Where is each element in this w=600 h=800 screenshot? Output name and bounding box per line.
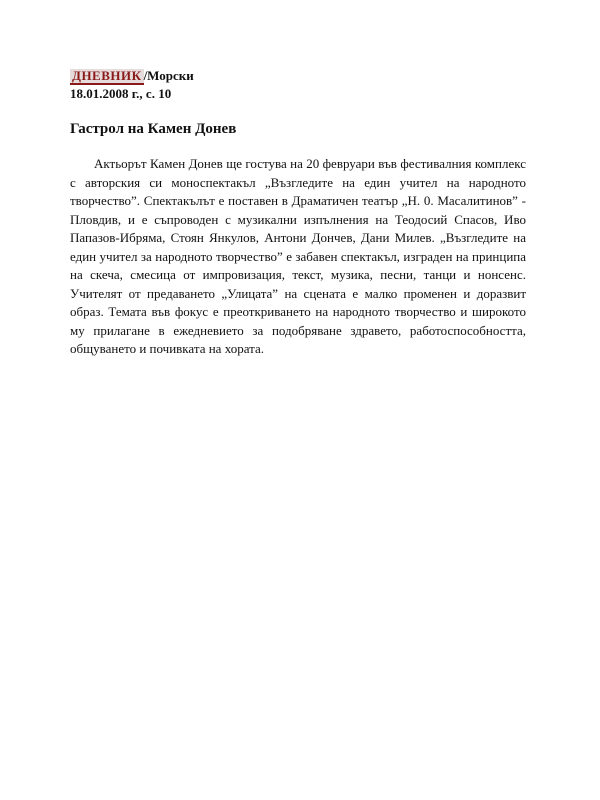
source-line: [70, 68, 194, 85]
newspaper-logo: ДНЕВНИК: [72, 68, 142, 83]
dateline: 18.01.2008 г., с. 10: [70, 86, 172, 101]
source-suffix: /Морски: [143, 68, 194, 83]
article-body: Актьорът Камен Донев ще гостува на 20 февруари във фестивалния комплекс с авторския си моноспектакъл „Възгледите на един учител на народното творчество”. Спектакълът е поставен в Драматичен театър „Н. 0. Масалитинов” - Пловдив, и е съпроводен с музикални изпълнения на Теодосий Спасов, Иво Папазов-Ибряма, Стоян Янкулов, Антони Дончев, Дани Милев. „Възгледите на един учител за народното творчество” е забавен спектакъл, изграден на принципа на скеча, смесица от импровизация, текст, музика, песни, танци и нонсенс. Учителят от предаването „Улицата” на сцената е малко променен и доразвит образ. Темата във фокус е преоткриването на народното творчество и широкото му прилагане в ежедневието за подобряване здравето, работоспособността, общуването и почивката на хората.: [70, 156, 526, 356]
article-title: Гастрол на Камен Донев: [70, 121, 237, 137]
